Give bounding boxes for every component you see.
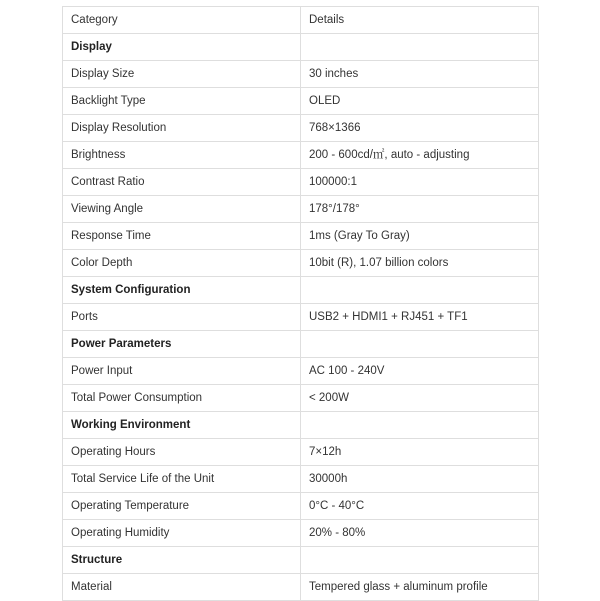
row-label: Total Power Consumption [63, 385, 301, 412]
spec-table [62, 6, 539, 601]
table-row [63, 520, 539, 547]
header-details: Details [301, 7, 539, 34]
table-row [63, 142, 539, 169]
table-row [63, 250, 539, 277]
row-value: 100000:1 [301, 169, 539, 196]
section-empty-cell [301, 34, 539, 61]
row-label: Operating Humidity [63, 520, 301, 547]
table-row [63, 493, 539, 520]
table-row [63, 358, 539, 385]
row-label: Power Input [63, 358, 301, 385]
table-row [63, 385, 539, 412]
section-title: System Configuration [63, 277, 301, 304]
row-value: 768×1366 [301, 115, 539, 142]
header-category: Category [63, 7, 301, 34]
row-label: Brightness [63, 142, 301, 169]
row-label: Viewing Angle [63, 196, 301, 223]
section-title: Working Environment [63, 412, 301, 439]
row-label: Display Resolution [63, 115, 301, 142]
spec-table-container [62, 6, 538, 601]
section-row-system-configuration [63, 277, 539, 304]
row-value: 30 inches [301, 61, 539, 88]
section-title: Power Parameters [63, 331, 301, 358]
row-value: 1ms (Gray To Gray) [301, 223, 539, 250]
row-value: 30000h [301, 466, 539, 493]
row-value: OLED [301, 88, 539, 115]
row-value: 0°C - 40°C [301, 493, 539, 520]
table-row [63, 223, 539, 250]
section-empty-cell [301, 547, 539, 574]
row-label: Display Size [63, 61, 301, 88]
table-row [63, 466, 539, 493]
table-row [63, 61, 539, 88]
row-value: 200 - 600cd/㎡, auto - adjusting [301, 142, 539, 169]
section-empty-cell [301, 412, 539, 439]
table-row [63, 88, 539, 115]
section-empty-cell [301, 277, 539, 304]
row-label: Operating Hours [63, 439, 301, 466]
row-label: Response Time [63, 223, 301, 250]
row-value: AC 100 - 240V [301, 358, 539, 385]
section-row-working-environment [63, 412, 539, 439]
row-label: Color Depth [63, 250, 301, 277]
row-value: < 200W [301, 385, 539, 412]
row-value: 7×12h [301, 439, 539, 466]
table-row [63, 439, 539, 466]
section-row-structure [63, 547, 539, 574]
table-row [63, 169, 539, 196]
row-value: Tempered glass + aluminum profile [301, 574, 539, 601]
section-empty-cell [301, 331, 539, 358]
row-label: Ports [63, 304, 301, 331]
section-title: Structure [63, 547, 301, 574]
row-label: Contrast Ratio [63, 169, 301, 196]
section-title: Display [63, 34, 301, 61]
section-row-power-parameters [63, 331, 539, 358]
table-row [63, 196, 539, 223]
section-row-display [63, 34, 539, 61]
table-row [63, 304, 539, 331]
table-row [63, 574, 539, 601]
table-header-row [63, 7, 539, 34]
row-label: Material [63, 574, 301, 601]
row-label: Backlight Type [63, 88, 301, 115]
table-row [63, 115, 539, 142]
row-label: Operating Temperature [63, 493, 301, 520]
row-label: Total Service Life of the Unit [63, 466, 301, 493]
row-value: 10bit (R), 1.07 billion colors [301, 250, 539, 277]
row-value: 178°/178° [301, 196, 539, 223]
row-value: 20% - 80% [301, 520, 539, 547]
row-value: USB2 + HDMI1 + RJ451 + TF1 [301, 304, 539, 331]
